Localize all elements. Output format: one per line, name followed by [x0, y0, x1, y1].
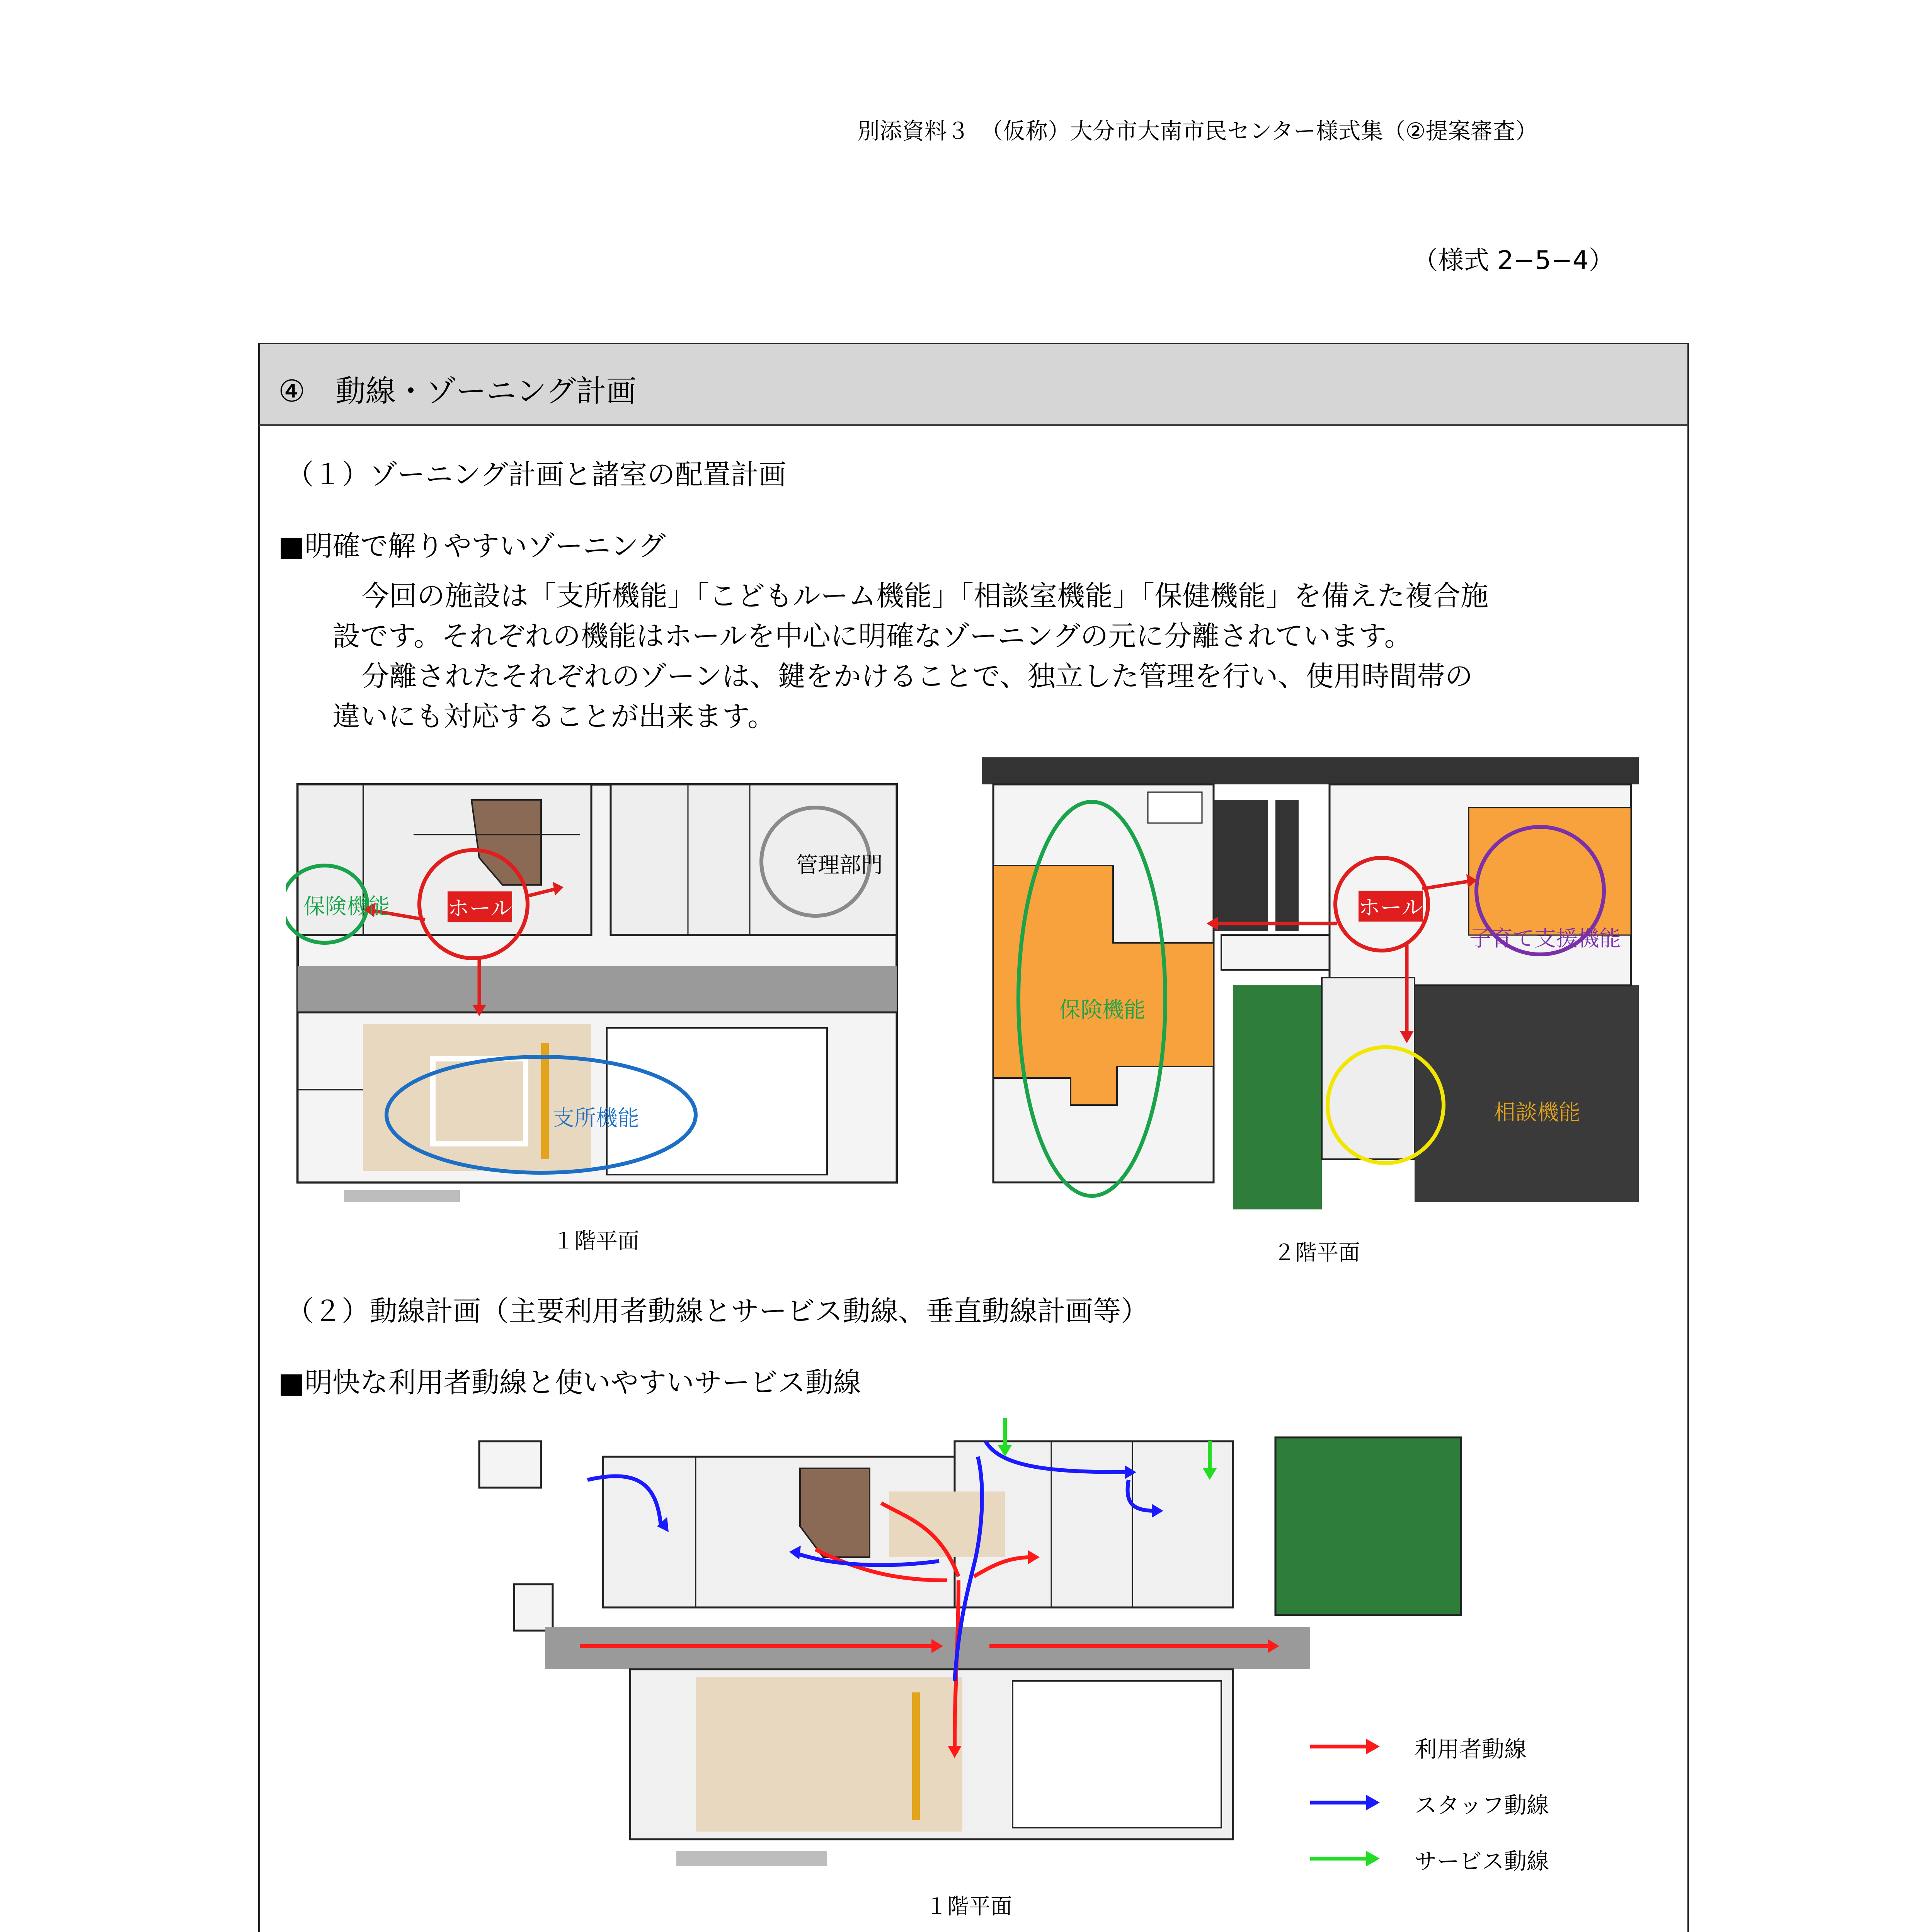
circulation-legend — [1306, 1723, 1616, 1897]
circulation-heading: （２）動線計画（主要利用者動線とサービス動線、垂直動線計画等） — [286, 1295, 1149, 1327]
zoning-floor2-plan — [982, 757, 1643, 1217]
zoning-floor2-caption: ２階平面 — [1273, 1240, 1360, 1265]
zoning-heading: （１）ゾーニング計画と諸室の配置計画 — [286, 458, 787, 491]
legend-label-service: サービス動線 — [1415, 1848, 1549, 1874]
zoning-floor1-label-hoken: 保険機能 — [303, 894, 390, 919]
zoning-floor1-label-shisho: 支所機能 — [553, 1106, 639, 1131]
legend-item-user — [1306, 1723, 1616, 1774]
zoning-subheading: ■明確で解りやすいゾーニング — [278, 530, 666, 562]
circulation-floor1-caption: １階平面 — [926, 1894, 1012, 1919]
zoning-floor1-label-kanri: 管理部門 — [796, 853, 883, 878]
zoning-paragraph-1-line-1: 今回の施設は「支所機能」「こどもルーム機能」「相談室機能」「保健機能」を備えた複合施 — [361, 580, 1489, 612]
arrow-green-icon — [1306, 1847, 1384, 1870]
legend-label-staff: スタッフ動線 — [1415, 1792, 1549, 1818]
zoning-paragraph-2-line-2: 違いにも対応することが出来ます。 — [332, 700, 776, 733]
zoning-floor1-label-hall: ホール — [448, 891, 512, 922]
zoning-paragraph-1-line-2: 設です。それぞれの機能はホールを中心に明確なゾーニングの元に分離されています。 — [332, 620, 1412, 652]
zoning-floor1-drawing — [286, 757, 920, 1213]
legend-label-user: 利用者動線 — [1415, 1736, 1527, 1762]
zoning-floor2-label-hoken: 保険機能 — [1059, 998, 1146, 1023]
zoning-floor2-label-kosodate: 子育て支援機能 — [1469, 926, 1621, 951]
circulation-subheading: ■明快な利用者動線と使いやすいサービス動線 — [278, 1366, 861, 1399]
form-number: （様式 2−5−4） — [1413, 245, 1614, 275]
zoning-floor1-plan — [286, 757, 920, 1213]
zoning-floor1-caption: １階平面 — [553, 1229, 639, 1254]
section-title: ④ 動線・ゾーニング計画 — [278, 374, 637, 409]
zoning-floor2-label-sodan: 相談機能 — [1494, 1100, 1580, 1125]
zoning-floor2-drawing — [982, 757, 1643, 1217]
zoning-floor2-label-hall: ホール — [1359, 891, 1423, 922]
legend-item-staff — [1306, 1779, 1616, 1830]
legend-item-service — [1306, 1835, 1616, 1886]
arrow-red-icon — [1306, 1735, 1384, 1758]
document-reference: 別添資料３ （仮称）大分市大南市民センター様式集（②提案審査） — [857, 118, 1538, 144]
arrow-blue-icon — [1306, 1791, 1384, 1814]
zoning-paragraph-2-line-1: 分離されたそれぞれのゾーンは、鍵をかけることで、独立した管理を行い、使用時間帯の — [361, 660, 1473, 692]
